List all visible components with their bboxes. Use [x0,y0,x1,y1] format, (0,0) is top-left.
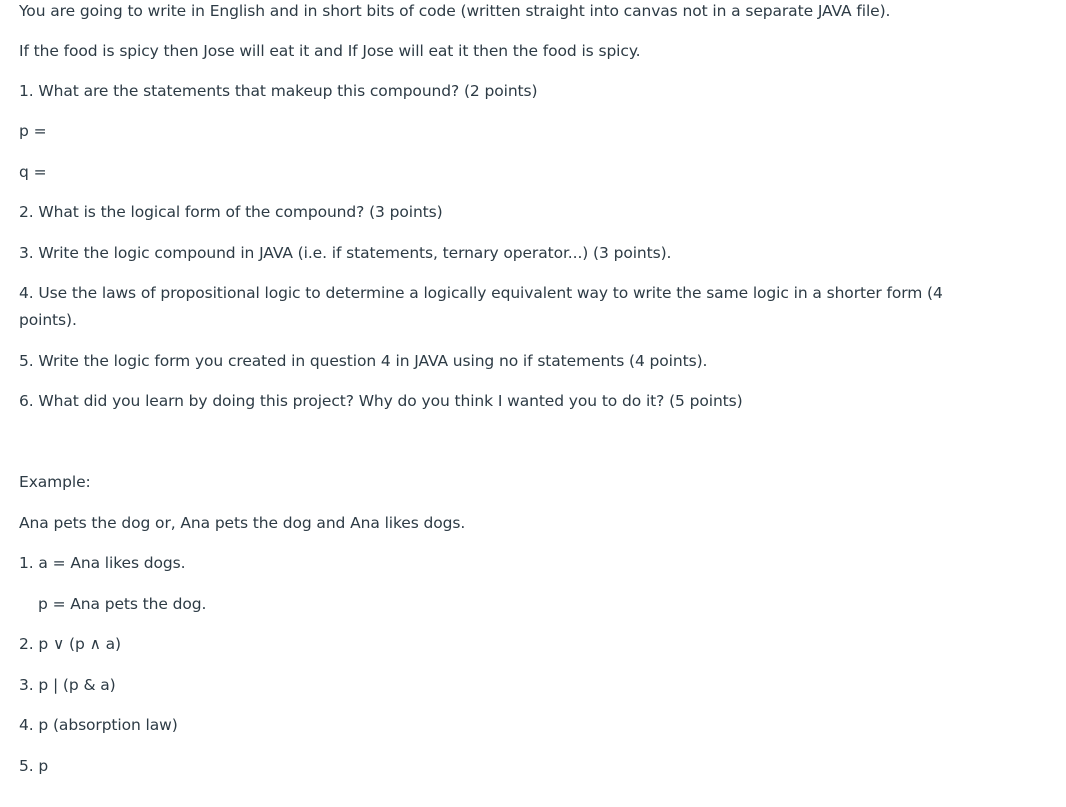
example-answer-1: 1. a = Ana likes dogs. [19,554,186,572]
example-answer-4: 4. p (absorption law) [19,716,178,734]
question-6: 6. What did you learn by doing this project? Why do you think I wanted you to do it? (5 points) [19,392,743,410]
example-answer-2: 2. p ∨ (p ∧ a) [19,635,121,653]
example-heading: Example: [19,473,91,491]
intro-text: You are going to write in English and in short bits of code (written straight into canvas not in a separate JAVA file). [19,2,891,20]
question-5: 5. Write the logic form you created in question 4 in JAVA using no if statements (4 points). [19,352,708,370]
example-answer-1-p: p = Ana pets the dog. [38,595,207,613]
question-1: 1. What are the statements that makeup this compound? (2 points) [19,82,538,100]
example-answer-3: 3. p | (p & a) [19,676,116,694]
q-label: q = [19,163,47,181]
example-answer-5: 5. p [19,757,49,775]
question-3: 3. Write the logic compound in JAVA (i.e. if statements, ternary operator...) (3 points). [19,244,672,262]
p-label: p = [19,122,47,140]
compound-statement: If the food is spicy then Jose will eat it and If Jose will eat it then the food is spicy. [19,42,641,60]
example-sentence: Ana pets the dog or, Ana pets the dog and Ana likes dogs. [19,514,466,532]
question-4: 4. Use the laws of propositional logic to determine a logically equivalent way to write the same logic in a shorter form (4 points). [19,284,943,329]
question-2: 2. What is the logical form of the compound? (3 points) [19,203,443,221]
